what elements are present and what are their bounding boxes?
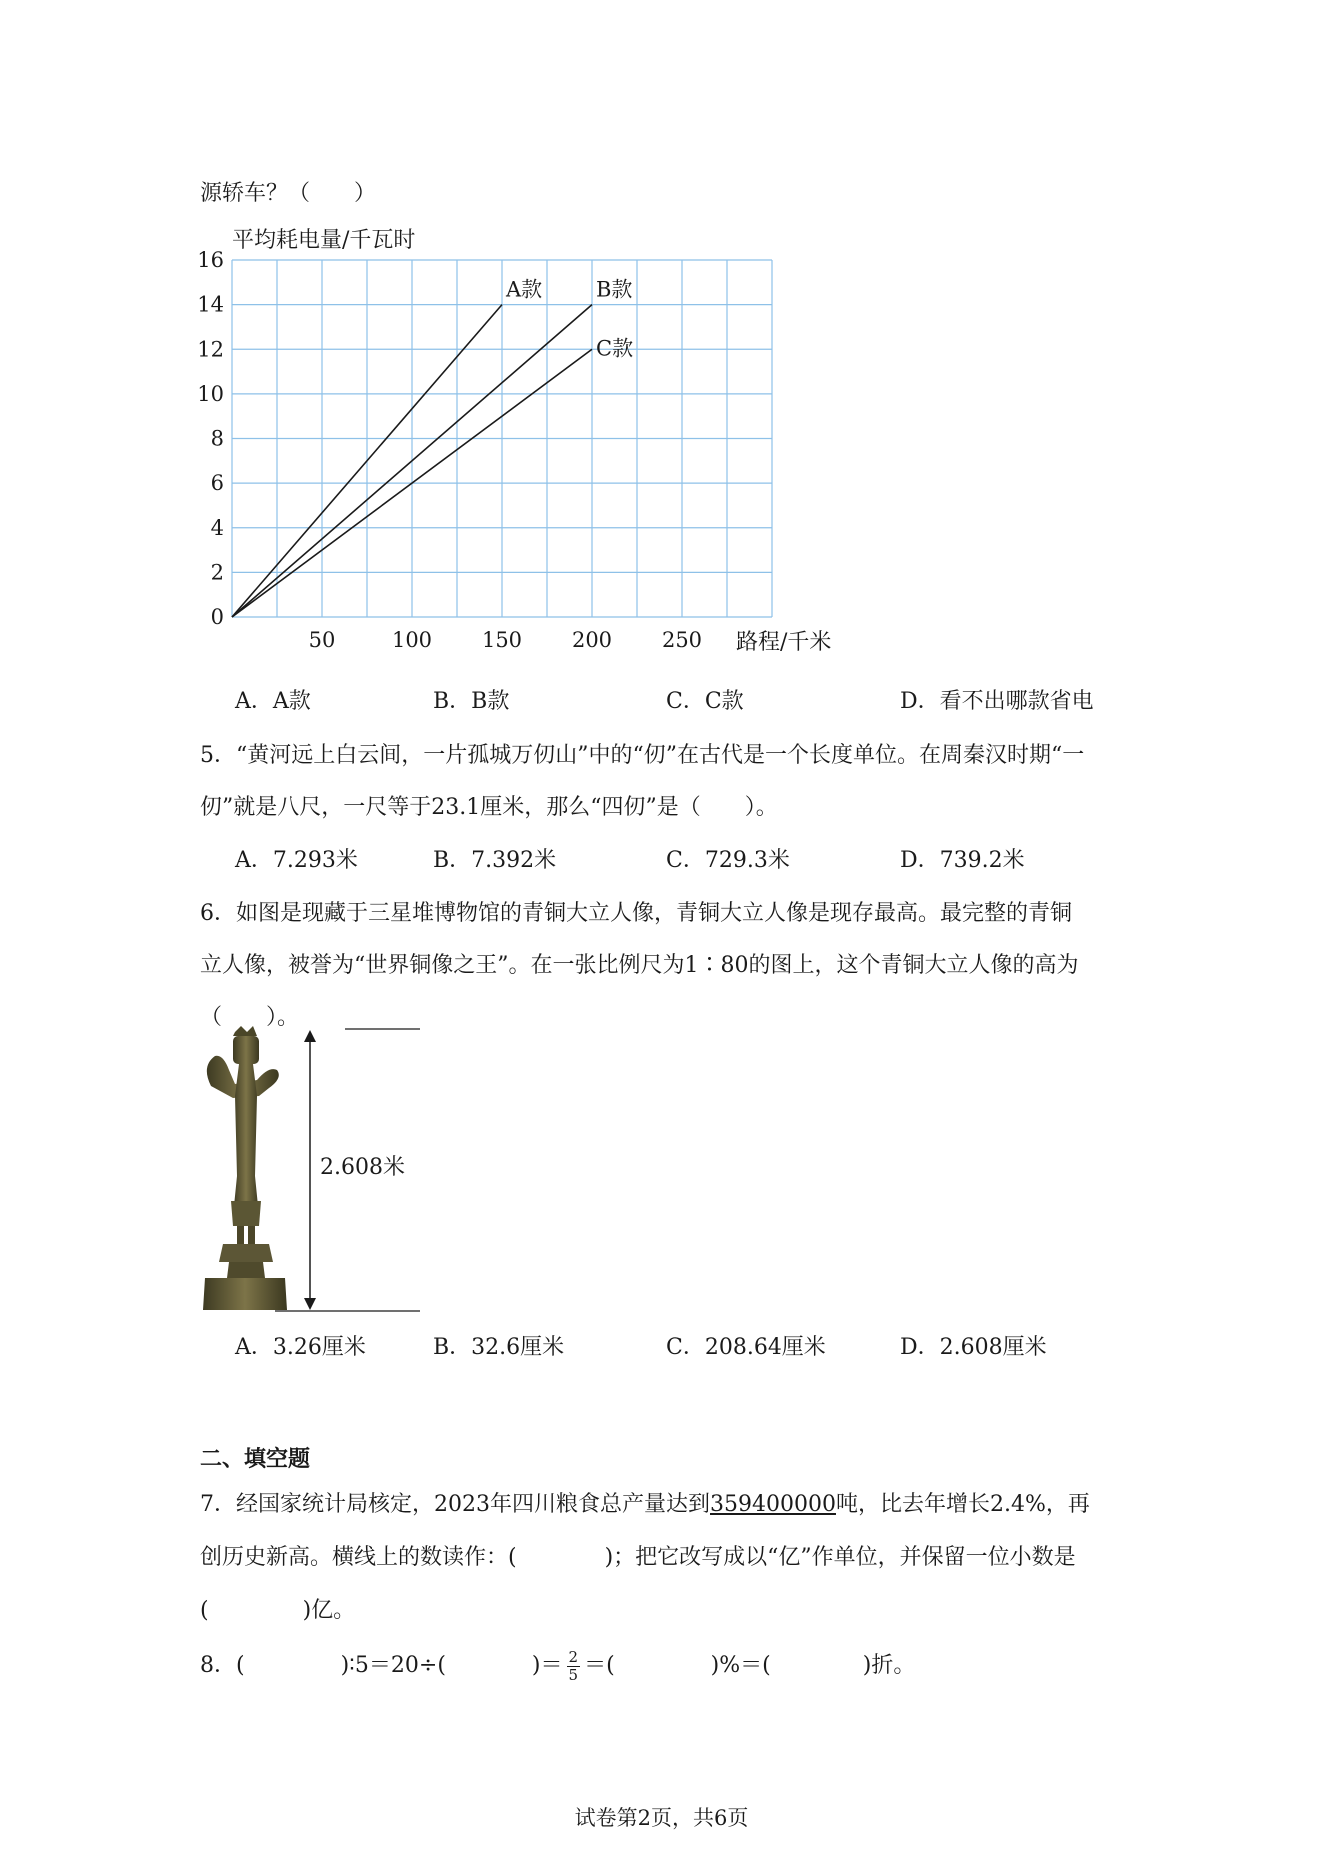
- q8-p2: )∶5＝20÷(: [340, 1653, 446, 1678]
- q7-number: 359400000: [710, 1492, 836, 1517]
- q7-suffix: 吨，比去年增长2.4%，再: [835, 1492, 1090, 1517]
- q8-fraction: [567, 1649, 581, 1684]
- y-tick-label: 8: [210, 426, 224, 451]
- fraction-numerator: 2: [568, 1647, 579, 1666]
- chart-grid: [232, 260, 772, 617]
- y-tick-label: 12: [197, 337, 224, 362]
- q8-line: [200, 1648, 915, 1684]
- y-tick-label: 0: [210, 605, 224, 629]
- q4-option-c: C．C款: [666, 689, 744, 714]
- y-tick-label: 16: [197, 248, 224, 272]
- q7-line-1: [200, 1487, 1090, 1518]
- series-label-1: A款: [506, 277, 543, 302]
- height-label: 2.608米: [320, 1155, 405, 1180]
- x-axis-title: 路程/千米: [736, 630, 832, 655]
- q6-line-1: 6．如图是现藏于三星堆博物馆的青铜大立人像，青铜大立人像是现存最高。最完整的青铜: [200, 901, 1073, 926]
- bronze-statue-image: [203, 1026, 287, 1310]
- q4-option-a: A．A款: [235, 689, 311, 714]
- y-tick-label: 2: [210, 560, 224, 585]
- energy-line-chart: [190, 222, 870, 672]
- q8-p3: )＝: [531, 1653, 563, 1678]
- page-footer: 试卷第2页，共6页: [574, 1806, 749, 1830]
- y-tick-label: 6: [210, 471, 224, 496]
- x-tick-label: 100: [391, 628, 433, 652]
- q7-line2b: )；把它改写成以“亿”作单位，并保留一位小数是: [604, 1545, 1076, 1570]
- x-tick-label: 50: [308, 628, 336, 652]
- q6-line-3: （ ）。: [200, 1005, 300, 1030]
- x-tick-label: 150: [481, 628, 523, 652]
- q7-line-2: [200, 1540, 1076, 1571]
- q5-option-d: D．739.2米: [900, 848, 1025, 873]
- q6-option-c: C．208.64厘米: [666, 1335, 826, 1360]
- q5-option-a: A．7.293米: [235, 848, 358, 873]
- q8-p4: ＝(: [584, 1653, 615, 1678]
- q7-line3b: )亿。: [302, 1598, 356, 1623]
- arrow-up-icon: [304, 1030, 316, 1042]
- arrow-down-icon: [304, 1298, 316, 1310]
- q6-option-b: B．32.6厘米: [433, 1335, 565, 1360]
- q5-line-1: 5．“黄河远上白云间，一片孤城万仞山”中的“仞”在古代是一个长度单位。在周秦汉时期“一: [200, 743, 1085, 768]
- q5-option-b: B．7.392米: [433, 848, 557, 873]
- y-tick-label: 10: [197, 381, 224, 406]
- y-tick-label: 14: [197, 292, 224, 317]
- q4-option-b: B．B款: [433, 689, 510, 714]
- q4-text: 源轿车？（ ）: [200, 181, 377, 206]
- q7-line-3: [200, 1593, 355, 1624]
- chart-labels: [197, 228, 831, 655]
- q6-line-2: 立人像，被誉为“世界铜像之王”。在一张比例尺为1∶80的图上，这个青铜大立人像的高为: [200, 953, 1079, 978]
- series-label-3: C款: [596, 336, 634, 361]
- q6-option-a: A．3.26厘米: [235, 1335, 366, 1360]
- y-axis-title: 平均耗电量/千瓦时: [232, 228, 416, 253]
- x-tick-label: 200: [571, 628, 613, 652]
- q5-option-c: C．729.3米: [666, 848, 790, 873]
- q7-prefix: 7．经国家统计局核定，2023年四川粮食总产量达到: [200, 1492, 710, 1517]
- section-title: 二、填空题: [200, 1446, 311, 1472]
- y-tick-label: 4: [210, 515, 224, 540]
- q8-p5: )%＝(: [710, 1653, 771, 1678]
- series-label-2: B款: [596, 277, 633, 302]
- fraction-denominator: 5: [568, 1665, 579, 1684]
- q6-option-d: D．2.608厘米: [900, 1335, 1047, 1360]
- q8-p1: 8．(: [200, 1653, 245, 1678]
- x-tick-label: 250: [661, 628, 703, 652]
- q8-p6: )折。: [862, 1653, 916, 1678]
- q7-line3a: (: [200, 1598, 209, 1623]
- q7-line2a: 创历史新高。横线上的数读作：(: [200, 1545, 517, 1570]
- q5-line-2: 仞”就是八尺，一尺等于23.1厘米，那么“四仞”是（ ）。: [200, 795, 778, 820]
- bronze-statue-figure: [195, 1026, 425, 1316]
- q4-option-d: D．看不出哪款省电: [900, 689, 1094, 714]
